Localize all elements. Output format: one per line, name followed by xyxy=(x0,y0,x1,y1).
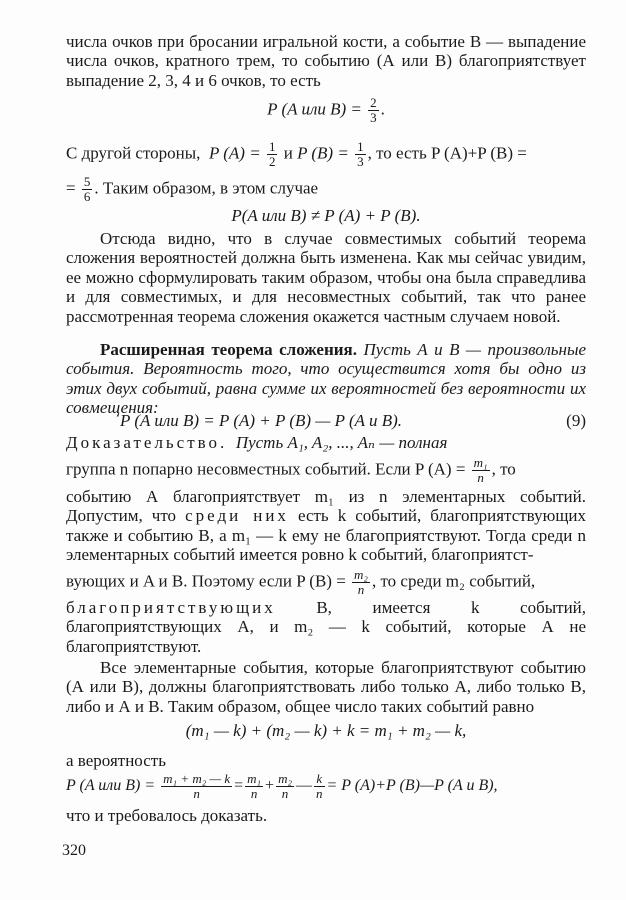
equation-p-a-or-b: P (A или B) = $\frac{2}{3}$ . xyxy=(267,95,385,125)
proof-line-m2: вующих и A и B. Поэтому если P (B) = $\frac{\text{m₂}}{n}$ , то среди m₂ событий, xyxy=(66,567,536,597)
equation-not-equal: P(A или B) ≠ P (A) + P (B). xyxy=(231,206,421,225)
equation-count: (m₁ — k) + (m₂ — k) + k = m₁ + m₂ — k, xyxy=(185,721,467,740)
proof-body-end: благоприятствующих В, имеется k событий, благоприятствующих А, и m₂ — k событий, которые А не благоприятствуют. xyxy=(66,598,587,656)
line-five-sixths: = $\frac{5}{6}$ . Таким образом, в этом случае xyxy=(66,174,319,204)
theorem-statement: Пусть А и В — произвольные события. Вероятность того, что осуществится хотя бы одно из этих двух событий, равна сумме их вероятностей без вероятности их совмещения: xyxy=(66,340,586,418)
equation-lhs: P (A или B) = xyxy=(267,99,362,119)
page-number: 320 xyxy=(62,842,86,859)
fraction-two-thirds: $\frac{2}{3}$ xyxy=(370,95,377,125)
proof-word: Доказательство. xyxy=(66,433,228,452)
paragraph-theorem xyxy=(66,340,586,418)
proof-body: событию А благоприятствует m₁ из n элементарных событий. Допустим, что среди них есть k событий, благоприятствующих также и событию В, а m₁ — k ему не благоприятствуют. Тогда среди n элементарных событий имеется ровно k событий, благоприятст- xyxy=(66,487,587,565)
probability-label: а вероятность xyxy=(66,751,166,770)
paragraph-intro: числа очков при бросании игральной кости, а событие В — выпадение числа очков, кратного трем, то событию (А или В) благоприятствует выпадение 2, 3, 4 и 6 очков, то есть xyxy=(66,32,586,90)
paragraph-hence: Отсюда видно, что в случае совместимых событий теорема сложения вероятностей должна быть изменена. Как мы сейчас увидим, ее можно сформулировать таким образом, чтобы она была справедлива и для совместимых, и для несовместных событий, так что ранее рассмотренная теорема сложения окажется частным случаем новой. xyxy=(66,229,586,326)
equation-9: P (A или B) = P (A) + P (B) — P (A и B). (9) xyxy=(120,411,586,430)
theorem-title: Расширенная теорема сложения. xyxy=(100,340,357,359)
paragraph-all-events: Все элементарные события, которые благоприятствуют событию (А или В), должны благоприятствовать либо только А, либо только В, либо и А и В. Таким образом, общее число таких событий равно xyxy=(66,658,586,716)
equation-number: (9) xyxy=(566,411,586,430)
qed-line: что и требовалось доказать. xyxy=(66,806,268,825)
line-other-side: С другой стороны, P (A) = $\frac{1}{2}$ и P (B) = $\frac{1}{3}$ , то есть P (A)+P (B) = xyxy=(66,139,527,169)
equation-final: P (A или B) = $\frac{\text{m₁ + m₂ — k}}{n}$ = $\frac{\text{m₁}}{n}$ + $\frac{\text{m₂}}{n}$ — $\frac{k}{n}$ = P (A)+P (B)—P (A и B), xyxy=(66,771,498,801)
proof-first-line: Доказательство. Пусть A₁, A₂, ..., Aₙ — полная xyxy=(66,433,448,452)
proof-second-line: группа n попарно несовместных событий. Если P (A) = $\frac{\text{m₁}}{n}$ , то xyxy=(66,455,516,485)
